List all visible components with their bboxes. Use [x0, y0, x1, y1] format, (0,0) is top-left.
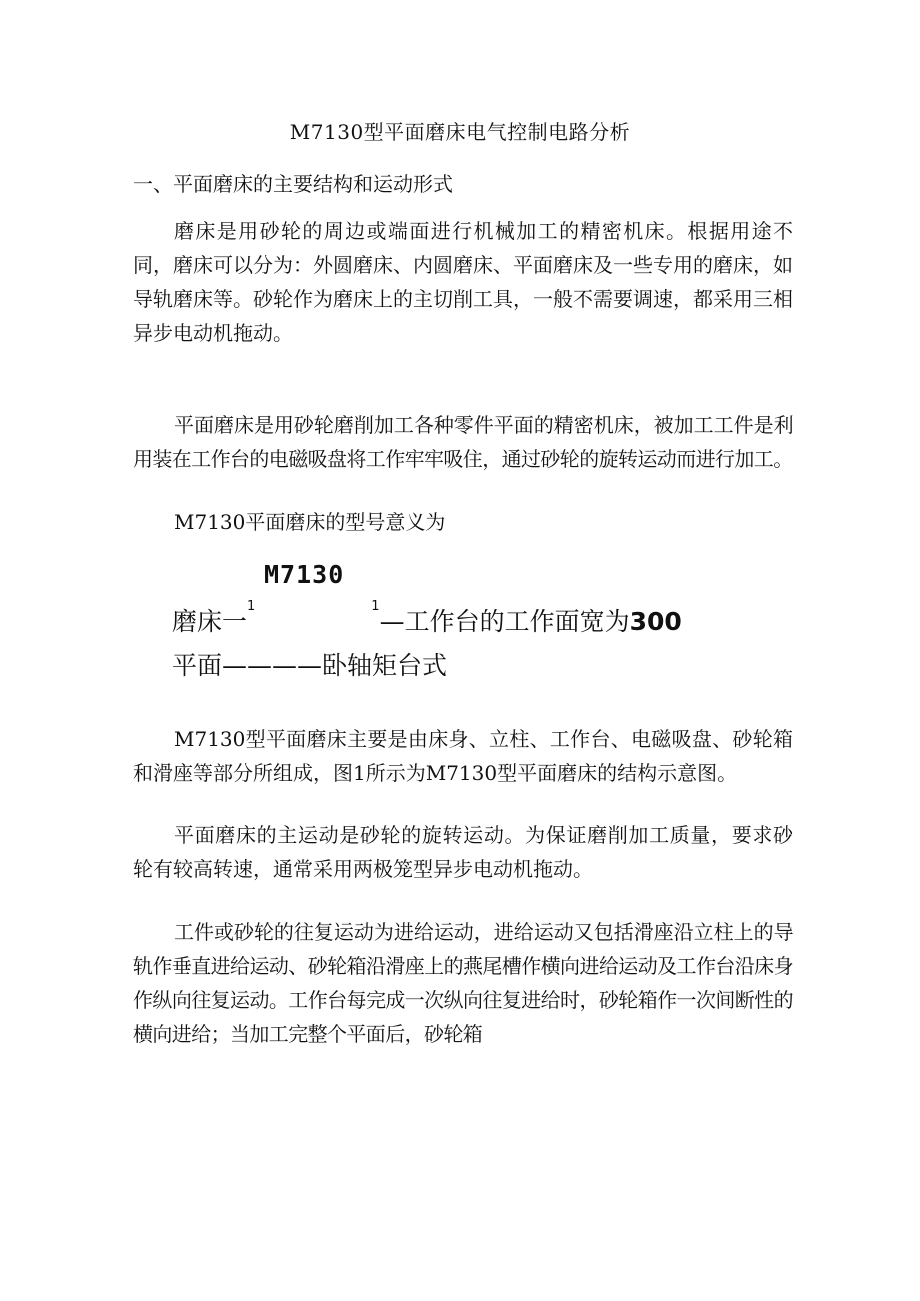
paragraph-surface-grinder: 平面磨床是用砂轮磨削加工各种零件平面的精密机床，被加工工件是利用装在工作台的电磁吸盘将工作牢牢吸住，通过砂轮的旋转运动而进行加工。 — [133, 413, 793, 471]
paragraph-feed-motion: 工件或砂轮的往复运动为进给运动，进给运动又包括滑座沿立柱上的导轨作垂直进给运动、砂轮箱沿滑座上的燕尾槽作横向进给运动及工作台沿床身作纵向往复运动。工作台每完成一次纵向往复进给时，砂轮箱作一次间断性的横向进给；当加工完整个平面后，砂轮箱 — [133, 920, 793, 1046]
model-meaning-intro: M7130平面磨床的型号意义为 — [174, 510, 446, 534]
model-diagram-grinder-label: 磨床一 — [172, 607, 248, 636]
document-title: M7130型平面磨床电气控制电路分析 — [289, 120, 631, 144]
paragraph-main-motion: 平面磨床的主运动是砂轮的旋转运动。为保证磨削加工质量，要求砂轮有较高转速，通常采用两极笼型异步电动机拖动。 — [133, 823, 793, 881]
model-diagram-line-2: 平面————卧轴矩台式 — [172, 651, 448, 680]
paragraph-structure: M7130型平面磨床主要是由床身、立柱、工作台、电磁吸盘、砂轮箱和滑座等部分所组成，图1所示为M7130型平面磨床的结构示意图。 — [133, 727, 793, 785]
section-heading: 一、平面磨床的主要结构和运动形式 — [133, 172, 453, 196]
model-diagram-mark-left: 1 — [247, 599, 256, 614]
model-diagram-width-label: —工作台的工作面宽为 — [379, 607, 630, 636]
paragraph-grinder-intro: 磨床是用砂轮的周边或端面进行机械加工的精密机床。根据用途不同，磨床可以分为：外圆磨床、内圆磨床、平面磨床及一些专用的磨床，如导轨磨床等。砂轮作为磨床上的主切削工具，一般不需要调速，都采用三相异步电动机拖动。 — [133, 219, 793, 345]
model-diagram-mark-right: 1 — [371, 599, 380, 614]
model-diagram-width-value: 300 — [629, 607, 682, 636]
model-code: M7130 — [264, 560, 345, 589]
model-diagram-line-1 — [172, 599, 682, 638]
